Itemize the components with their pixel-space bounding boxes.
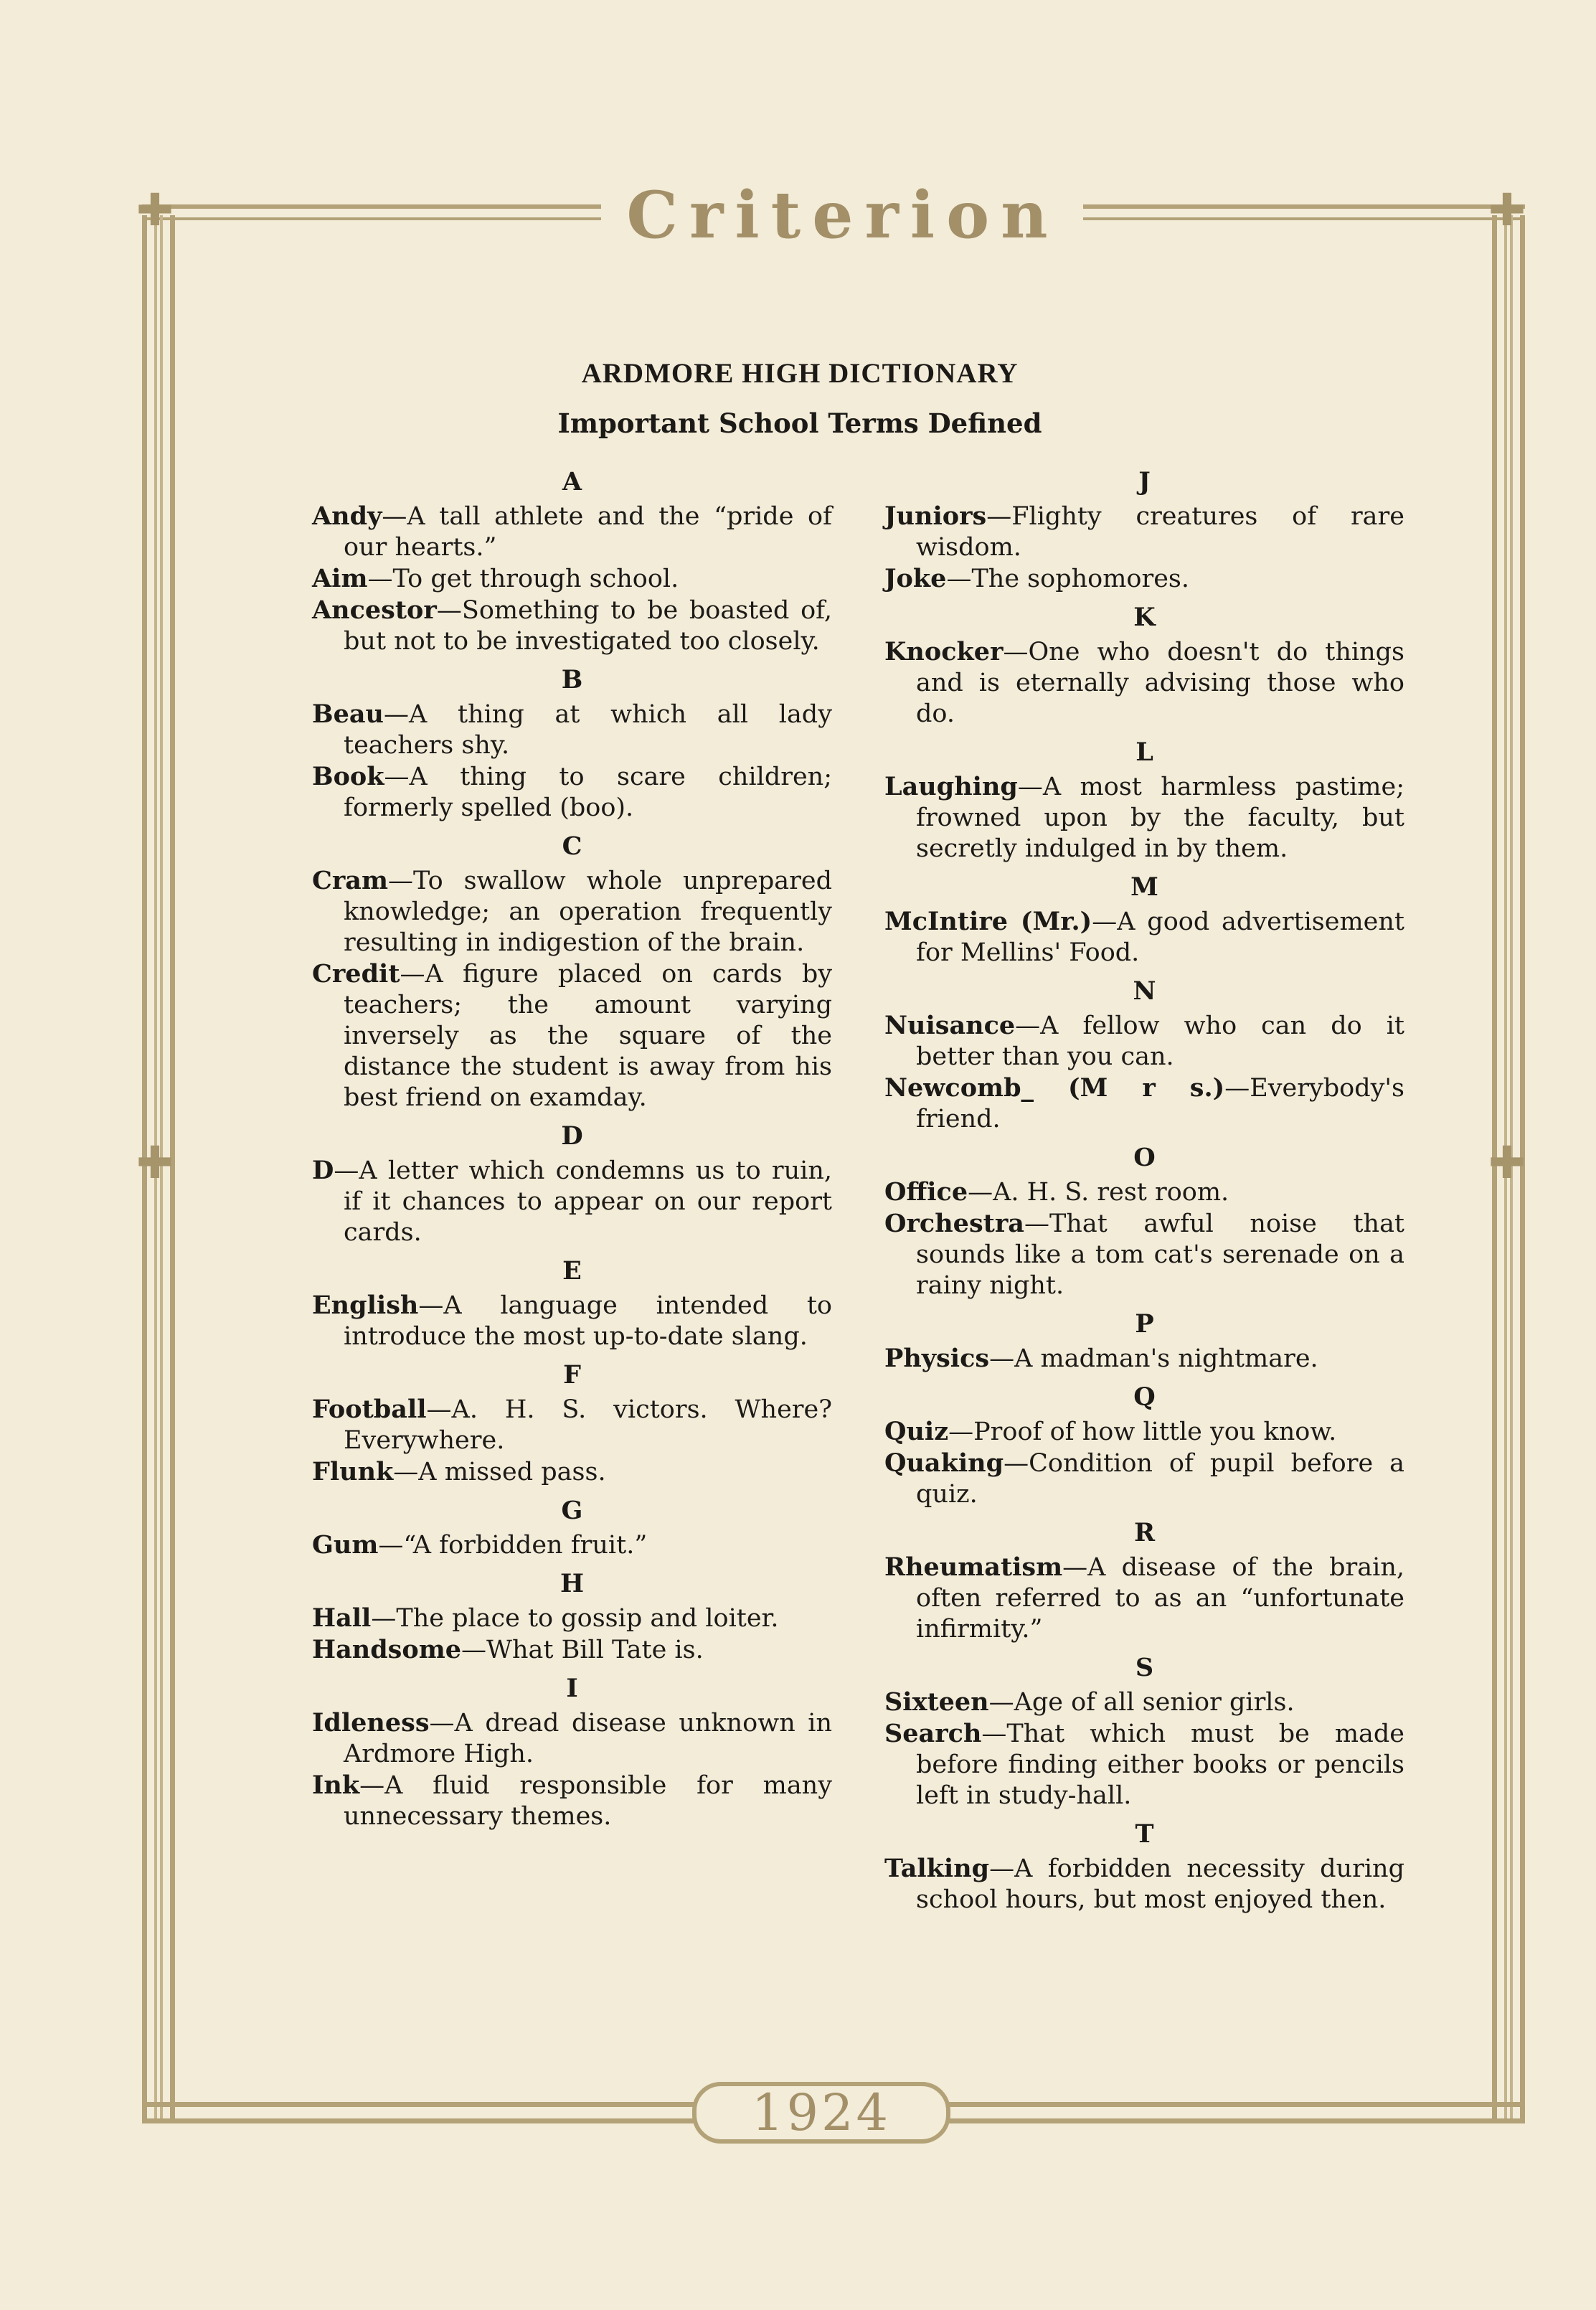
entry-definition: —Something to be boasted of, but not to be investigated too closely. [344,596,832,656]
dictionary-entry [884,1416,1404,1448]
ornament-icon: ✚ [1488,184,1526,236]
ornament-icon: ✚ [1488,1136,1526,1189]
dictionary-entry [312,501,832,563]
dictionary-entry [312,1770,832,1832]
entry-definition: —A fellow who can do it better than you can. [916,1012,1404,1071]
dictionary-entry [884,771,1404,864]
dictionary-entry [312,1529,832,1561]
entry-definition: —A. H. S. rest room. [968,1178,1229,1207]
section-letter: E [562,1256,582,1286]
dictionary-entry [312,761,832,824]
dictionary-entry [312,1634,832,1666]
top-border-right [1083,204,1525,220]
entry-term: Knocker [884,637,1004,666]
dictionary-entry [884,1072,1404,1135]
section-letter: G [561,1496,583,1525]
entry-definition: —A thing to scare children; formerly spelled (boo). [344,763,832,822]
dictionary-entry [884,1687,1404,1718]
entry-definition: —A forbidden necessity during school hours, but most enjoyed then. [916,1854,1404,1914]
entry-term: Cram [312,866,389,895]
left-column [312,459,832,1832]
dictionary-entry [312,563,832,595]
entry-term: Andy [312,501,382,531]
entry-term: Flunk [312,1457,394,1486]
entry-term: Football [312,1395,427,1424]
dictionary-entry [884,1208,1404,1301]
section-letter: Q [1133,1382,1156,1412]
section-letter: K [1133,603,1156,632]
section-letter: I [566,1674,578,1703]
section-letter: C [562,831,582,861]
year-badge: 1924 [692,2082,950,2144]
entry-definition: —A dread disease unknown in Ardmore High. [344,1709,832,1768]
entry-definition: —The sophomores. [946,565,1190,593]
dictionary-entry [884,1448,1404,1510]
dictionary-entry [884,1010,1404,1072]
entry-definition: —Condition of pupil before a quiz. [916,1449,1404,1509]
dictionary-entry [312,958,832,1113]
top-border-left [142,204,601,220]
section-letter: O [1133,1143,1156,1172]
entry-term: Handsome [312,1635,462,1664]
entry-definition: —A thing at which all lady teachers shy. [344,700,832,760]
entry-definition: —That which must be made before finding either books or pencils left in study-hall. [916,1720,1404,1810]
dictionary-entry [884,501,1404,563]
entry-term: D [312,1156,334,1185]
dictionary-entry [312,1707,832,1770]
section-letter: F [563,1360,581,1390]
dictionary-entry [312,595,832,657]
dictionary-entry [884,636,1404,730]
dictionary-entry [312,1290,832,1352]
dictionary-entry [312,865,832,958]
dictionary-entry [312,1456,832,1488]
entry-term: Idleness [312,1708,430,1738]
entry-definition: —A disease of the brain, often referred to as an “unfortunate infirmity.” [916,1553,1404,1644]
entry-definition: —Age of all senior girls. [988,1688,1295,1717]
section-letter: R [1133,1518,1156,1547]
section-letter: L [1135,737,1153,767]
section-letter: S [1135,1653,1154,1682]
entry-term: Hall [312,1603,372,1633]
dictionary-entry [884,563,1404,595]
entry-term: Joke [884,564,947,593]
entry-definition: —Proof of how little you know. [948,1418,1337,1446]
dictionary-entry [884,1718,1404,1811]
entry-term: Ink [312,1771,360,1800]
entry-definition: —What Bill Tate is. [461,1636,704,1664]
page-banner: Criterion [626,177,1059,253]
dictionary-entry [884,1177,1404,1208]
entry-term: Sixteen [884,1687,989,1717]
entry-term: McIntire (Mr.) [884,907,1092,936]
entry-term: Quiz [884,1417,949,1446]
entry-definition: —A most harmless pastime; frowned upon by the faculty, but secretly indulged in by them. [916,773,1404,863]
entry-term: Credit [312,959,400,989]
entry-term: Beau [312,699,384,729]
entry-definition: —To swallow whole unprepared knowledge; an operation frequently resulting in indigestion of the brain. [344,867,832,957]
entry-term: Nuisance [884,1011,1016,1040]
dictionary-entry [884,906,1404,968]
section-letter: N [1133,976,1156,1006]
entry-definition: —A figure placed on cards by teachers; the amount varying inversely as the square of the distance the student is away from his best friend on examday. [344,960,832,1112]
dictionary-entry [884,1853,1404,1915]
section-letter: A [562,467,582,496]
entry-definition: —A. H. S. victors. Where? Everywhere. [344,1395,832,1455]
dictionary-entry [312,1155,832,1248]
entry-term: Quaking [884,1448,1004,1478]
entry-definition: —Flighty creatures of rare wisdom. [916,502,1404,562]
ornament-icon: ✚ [136,1136,174,1189]
dictionary-entry [312,699,832,761]
entry-term: Gum [312,1530,379,1560]
entry-term: Juniors [884,501,987,531]
entry-definition: —A letter which condemns us to ruin, if it chances to appear on our report cards. [334,1156,832,1247]
dictionary-entry [884,1552,1404,1645]
dictionary-entry [312,1394,832,1456]
entry-term: Physics [884,1344,990,1373]
page-title: ARDMORE HIGH DICTIONARY [581,358,1019,389]
entry-definition: —A language intended to introduce the most up-to-date slang. [344,1291,832,1351]
dictionary-entry [312,1603,832,1634]
entry-term: Laughing [884,772,1018,801]
section-letter: P [1135,1309,1154,1339]
section-letter: T [1135,1819,1154,1849]
entry-definition: —That awful noise that sounds like a tom cat's serenade on a rainy night. [916,1210,1404,1300]
section-letter: J [1138,467,1151,496]
entry-definition: —The place to gossip and loiter. [371,1604,779,1633]
entry-definition: —One who doesn't do things and is eternally advising those who do. [916,638,1404,728]
entry-term: Office [884,1177,968,1207]
section-letter: D [561,1121,583,1151]
entry-term: Orchestra [884,1209,1024,1238]
section-letter: H [559,1569,585,1598]
entry-term: Talking [884,1854,990,1883]
entry-definition: —A missed pass. [393,1458,606,1486]
entry-definition: —A good advertisement for Mellins' Food. [916,908,1404,967]
right-column [884,459,1404,1915]
entry-term: Ancestor [312,595,437,625]
entry-term: Newcomb_ (M r s.) [884,1073,1225,1103]
entry-definition: —“A forbidden fruit.” [378,1531,648,1560]
dictionary-entry [884,1343,1404,1375]
entry-definition: —Everybody's friend. [916,1074,1404,1133]
entry-definition: —To get through school. [367,565,679,593]
entry-term: Rheumatism [884,1552,1063,1582]
entry-term: Search [884,1719,982,1748]
section-letter: M [1130,872,1158,902]
entry-term: Book [312,762,384,791]
entry-definition: —A tall athlete and the “pride of our hearts.” [344,502,832,562]
entry-term: English [312,1291,419,1320]
ornament-icon: ✚ [136,184,174,236]
entry-definition: —A madman's nightmare. [989,1344,1318,1373]
entry-term: Aim [312,564,368,593]
page-subtitle: Important School Terms Defined [557,407,1042,439]
section-letter: B [561,665,583,694]
entry-definition: —A fluid responsible for many unnecessary themes. [344,1771,832,1831]
